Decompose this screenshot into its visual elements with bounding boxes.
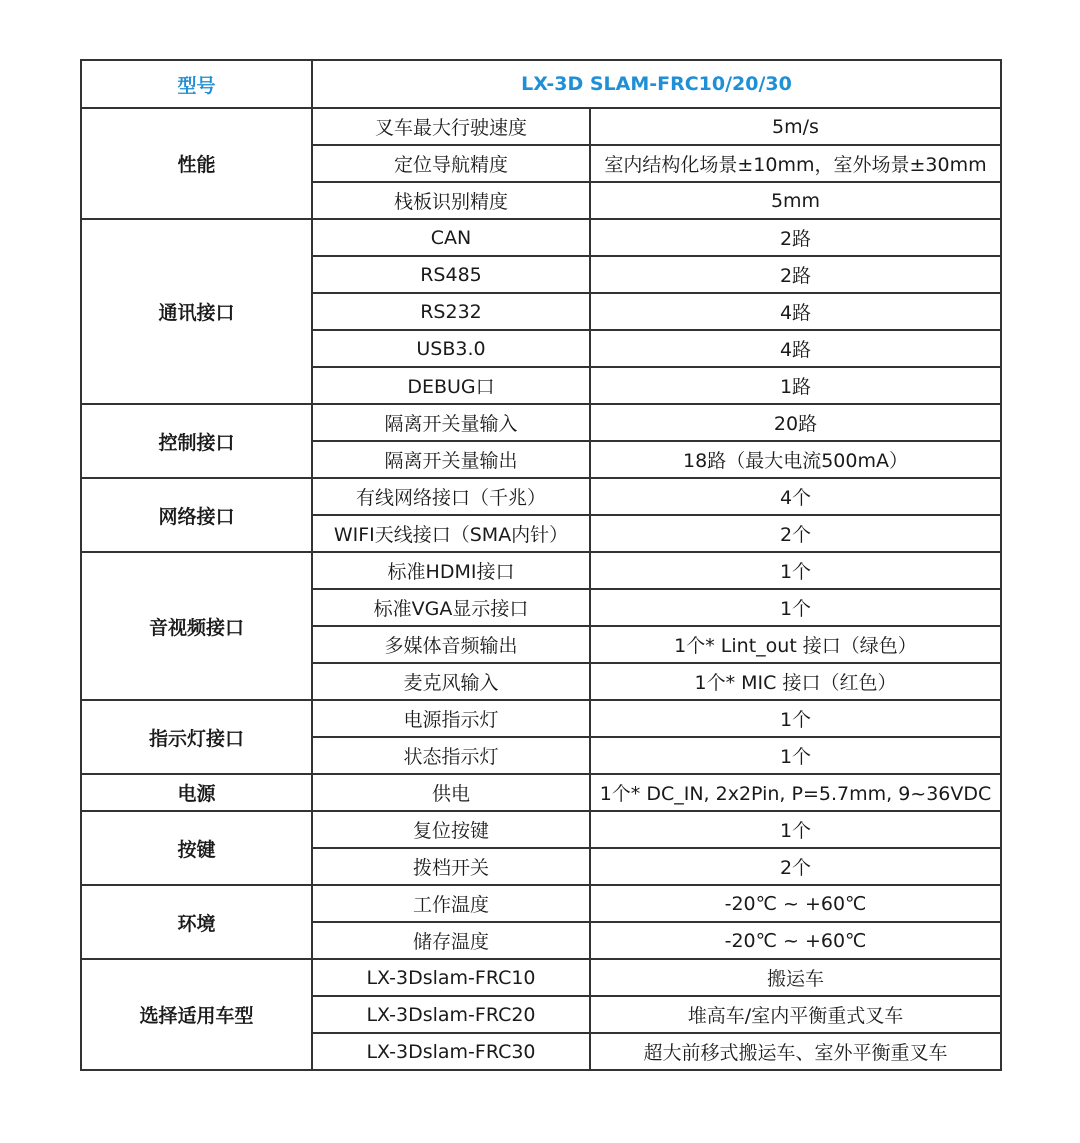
table-row (81, 552, 1001, 589)
value-cell: 5m/s (590, 108, 1001, 145)
item-cell: 隔离开关量输入 (312, 404, 590, 441)
spec-table (80, 59, 1002, 1071)
item-cell: LX-3Dslam-FRC30 (312, 1033, 590, 1070)
value-cell: 1路 (590, 367, 1001, 404)
item-cell: 工作温度 (312, 885, 590, 922)
item-cell: 定位导航精度 (312, 145, 590, 182)
value-cell: 2路 (590, 219, 1001, 256)
value-cell: 18路（最大电流500mA） (590, 441, 1001, 478)
item-cell: RS485 (312, 256, 590, 293)
item-cell: 栈板识别精度 (312, 182, 590, 219)
category-cell: 控制接口 (81, 404, 312, 478)
value-cell: 1个 (590, 700, 1001, 737)
header-row (81, 60, 1001, 108)
item-cell: 隔离开关量输出 (312, 441, 590, 478)
category-cell: 性能 (81, 108, 312, 219)
item-cell: DEBUG口 (312, 367, 590, 404)
item-cell: LX-3Dslam-FRC20 (312, 996, 590, 1033)
value-cell: 2个 (590, 848, 1001, 885)
table-row (81, 959, 1001, 996)
value-cell: 1个 (590, 737, 1001, 774)
model-name: LX-3D SLAM-FRC10/20/30 (312, 60, 1001, 108)
item-cell: 电源指示灯 (312, 700, 590, 737)
item-cell: 叉车最大行驶速度 (312, 108, 590, 145)
item-cell: 复位按键 (312, 811, 590, 848)
item-cell: 拨档开关 (312, 848, 590, 885)
item-cell: 标准HDMI接口 (312, 552, 590, 589)
value-cell: 超大前移式搬运车、室外平衡重叉车 (590, 1033, 1001, 1070)
item-cell: 多媒体音频输出 (312, 626, 590, 663)
table-row (81, 404, 1001, 441)
value-cell: 1个* MIC 接口（红色） (590, 663, 1001, 700)
value-cell: 4路 (590, 330, 1001, 367)
item-cell: 标准VGA显示接口 (312, 589, 590, 626)
value-cell: 20路 (590, 404, 1001, 441)
value-cell: 室内结构化场景±10mm，室外场景±30mm (590, 145, 1001, 182)
category-cell: 音视频接口 (81, 552, 312, 700)
category-cell: 电源 (81, 774, 312, 811)
item-cell: 储存温度 (312, 922, 590, 959)
item-cell: LX-3Dslam-FRC10 (312, 959, 590, 996)
category-cell: 通讯接口 (81, 219, 312, 404)
table-row (81, 478, 1001, 515)
table-row (81, 774, 1001, 811)
value-cell: -20℃ ~ +60℃ (590, 922, 1001, 959)
category-cell: 网络接口 (81, 478, 312, 552)
item-cell: 供电 (312, 774, 590, 811)
item-cell: USB3.0 (312, 330, 590, 367)
value-cell: 堆高车/室内平衡重式叉车 (590, 996, 1001, 1033)
model-label: 型号 (81, 60, 312, 108)
item-cell: 有线网络接口（千兆） (312, 478, 590, 515)
item-cell: 状态指示灯 (312, 737, 590, 774)
spec-table-body (81, 60, 1001, 1070)
value-cell: 1个* DC_IN, 2x2Pin, P=5.7mm, 9~36VDC (590, 774, 1001, 811)
item-cell: WIFI天线接口（SMA内针） (312, 515, 590, 552)
category-cell: 选择适用车型 (81, 959, 312, 1070)
table-row (81, 219, 1001, 256)
value-cell: 4路 (590, 293, 1001, 330)
value-cell: 1个* Lint_out 接口（绿色） (590, 626, 1001, 663)
category-cell: 按键 (81, 811, 312, 885)
value-cell: 1个 (590, 811, 1001, 848)
category-cell: 指示灯接口 (81, 700, 312, 774)
value-cell: -20℃ ~ +60℃ (590, 885, 1001, 922)
value-cell: 4个 (590, 478, 1001, 515)
table-row (81, 108, 1001, 145)
value-cell: 1个 (590, 552, 1001, 589)
value-cell: 2个 (590, 515, 1001, 552)
item-cell: RS232 (312, 293, 590, 330)
table-row (81, 811, 1001, 848)
table-row (81, 700, 1001, 737)
item-cell: 麦克风输入 (312, 663, 590, 700)
value-cell: 搬运车 (590, 959, 1001, 996)
table-row (81, 885, 1001, 922)
item-cell: CAN (312, 219, 590, 256)
value-cell: 1个 (590, 589, 1001, 626)
category-cell: 环境 (81, 885, 312, 959)
value-cell: 5mm (590, 182, 1001, 219)
value-cell: 2路 (590, 256, 1001, 293)
